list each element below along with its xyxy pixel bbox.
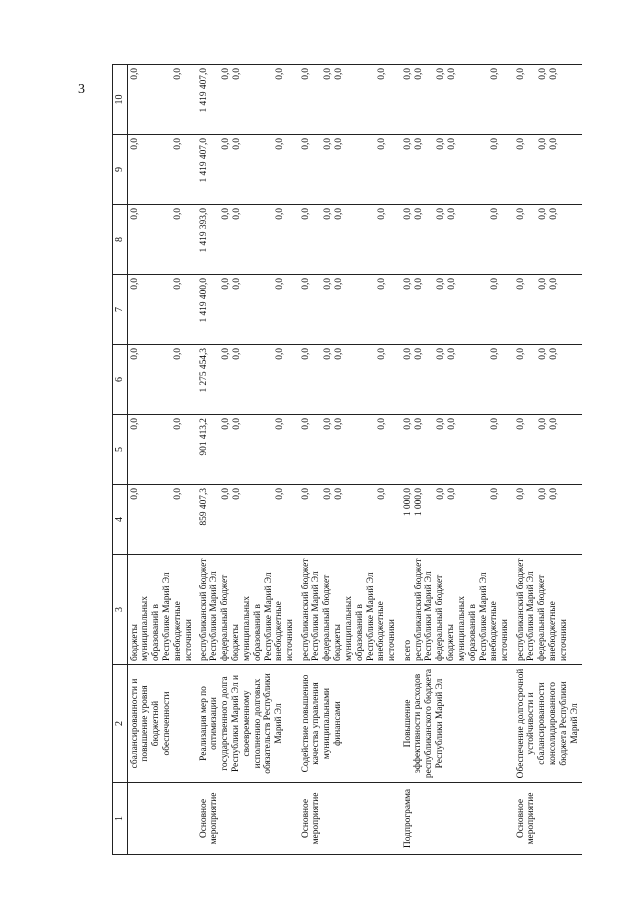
funding-source-cell <box>514 555 583 665</box>
value-amount: 0,0 <box>220 208 231 220</box>
value-amount: 0,0 <box>537 418 548 430</box>
table-row <box>401 65 514 855</box>
value-amount: 0,0 <box>300 208 311 220</box>
value-amount: 0,0 <box>548 138 559 150</box>
value-amount: 0,0 <box>489 208 500 220</box>
value-amount: 0,0 <box>220 278 231 290</box>
value-amount: 0,0 <box>300 138 311 150</box>
value-amount: 0,0 <box>537 138 548 150</box>
value-amount: 0,0 <box>274 138 285 150</box>
row-title-cell: Реализация мер по оптимизации государственного долга Республики Марий Эл и своевременному исполнению долговых обязательств Республики Марий Эл <box>197 665 299 783</box>
value-amount: 0,0 <box>231 418 242 430</box>
funding-source-label: всего <box>402 639 413 661</box>
value-amount: 0,0 <box>333 68 344 80</box>
value-amount: 0,0 <box>300 278 311 290</box>
value-amount: 0,0 <box>333 278 344 290</box>
value-cell <box>514 275 583 345</box>
header-cell: 1 <box>113 783 128 855</box>
funding-source-label: внебюджетные источники <box>548 601 569 661</box>
value-amount: 0,0 <box>446 68 457 80</box>
value-amount: 0,0 <box>435 138 446 150</box>
value-cell <box>401 135 514 205</box>
value-cell <box>401 275 514 345</box>
value-amount: 0,0 <box>548 208 559 220</box>
value-amount: 0,0 <box>129 418 140 430</box>
value-cell <box>401 485 514 555</box>
value-cell <box>299 65 401 135</box>
value-amount: 0,0 <box>376 208 387 220</box>
value-amount: 0,0 <box>489 138 500 150</box>
value-amount: 0,0 <box>274 488 285 500</box>
value-amount: 0,0 <box>515 68 526 80</box>
value-amount: 0,0 <box>129 68 140 80</box>
table-row <box>299 65 401 855</box>
value-amount: 0,0 <box>274 68 285 80</box>
value-amount: 0,0 <box>231 138 242 150</box>
value-amount: 0,0 <box>515 418 526 430</box>
header-cell: 8 <box>113 205 128 275</box>
funding-source-label: бюджеты муниципальных образований в Республике Марий Эл <box>129 572 172 661</box>
funding-source-cell <box>299 555 401 665</box>
funding-source-label: федеральный бюджет <box>220 574 231 661</box>
value-amount: 0,0 <box>129 138 140 150</box>
value-cell <box>299 415 401 485</box>
row-title-cell: сбалансированности и повышение уровня бюджетной обеспеченности <box>127 665 197 783</box>
value-amount: 0,0 <box>413 278 424 290</box>
value-amount: 0,0 <box>489 488 500 500</box>
header-cell: 3 <box>113 555 128 665</box>
value-amount: 0,0 <box>435 348 446 360</box>
value-amount: 0,0 <box>129 208 140 220</box>
funding-source-label: внебюджетные источники <box>489 601 511 661</box>
value-amount: 0,0 <box>220 68 231 80</box>
value-cell <box>197 415 299 485</box>
value-amount: 0,0 <box>231 278 242 290</box>
value-amount: 0,0 <box>515 138 526 150</box>
table-row <box>197 65 299 855</box>
header-cell: 5 <box>113 415 128 485</box>
value-cell <box>401 205 514 275</box>
funding-source-label: внебюджетные источники <box>172 601 194 661</box>
value-amount: 0,0 <box>548 418 559 430</box>
header-cell: 4 <box>113 485 128 555</box>
value-amount: 0,0 <box>402 418 413 430</box>
value-amount: 0,0 <box>489 418 500 430</box>
row-title-cell: Обеспечение долгосрочной устойчивости и сбалансированности консолидированного бюджета Республики Марий Эл <box>514 665 583 783</box>
value-amount: 0,0 <box>376 138 387 150</box>
value-cell <box>197 65 299 135</box>
page-number: 3 <box>78 82 85 97</box>
header-cell: 6 <box>113 345 128 415</box>
header-cell: 10 <box>113 65 128 135</box>
funding-source-label: федеральный бюджет <box>537 574 548 661</box>
header-cell: 9 <box>113 135 128 205</box>
value-amount: 0,0 <box>435 68 446 80</box>
row-type-cell <box>127 783 197 855</box>
funding-source-cell <box>401 555 514 665</box>
value-amount: 859 407,3 <box>198 488 209 526</box>
value-amount: 0,0 <box>446 278 457 290</box>
value-amount: 0,0 <box>548 348 559 360</box>
value-amount: 0,0 <box>515 488 526 500</box>
value-amount: 0,0 <box>446 418 457 430</box>
value-amount: 0,0 <box>274 348 285 360</box>
header-cell: 7 <box>113 275 128 345</box>
rotated-table-container <box>112 65 640 855</box>
value-amount: 0,0 <box>413 418 424 430</box>
value-amount: 0,0 <box>446 138 457 150</box>
value-amount: 0,0 <box>300 418 311 430</box>
value-amount: 0,0 <box>489 68 500 80</box>
value-amount: 0,0 <box>172 208 183 220</box>
value-cell <box>127 135 197 205</box>
value-cell <box>299 485 401 555</box>
value-amount: 0,0 <box>376 418 387 430</box>
value-amount: 1 275 454,3 <box>198 348 209 393</box>
funding-source-label: республиканский бюджет Республики Марий Эл <box>300 558 322 661</box>
value-cell <box>197 275 299 345</box>
row-type-cell: Основное мероприятие <box>514 783 583 855</box>
value-amount: 0,0 <box>172 138 183 150</box>
value-amount: 0,0 <box>413 138 424 150</box>
value-cell <box>514 65 583 135</box>
value-cell <box>127 485 197 555</box>
value-amount: 0,0 <box>537 278 548 290</box>
value-amount: 0,0 <box>322 138 333 150</box>
funding-source-label: бюджеты муниципальных образований в Республике Марий Эл <box>333 572 376 661</box>
value-amount: 0,0 <box>322 418 333 430</box>
value-cell <box>127 345 197 415</box>
value-cell <box>127 205 197 275</box>
value-amount: 1 000,0 <box>413 488 424 517</box>
value-amount: 0,0 <box>413 348 424 360</box>
header-cell: 2 <box>113 665 128 783</box>
value-amount: 0,0 <box>435 418 446 430</box>
value-amount: 0,0 <box>220 348 231 360</box>
value-amount: 0,0 <box>413 208 424 220</box>
header-row <box>113 65 128 855</box>
value-amount: 0,0 <box>548 68 559 80</box>
value-amount: 0,0 <box>322 278 333 290</box>
value-amount: 0,0 <box>129 278 140 290</box>
table-row <box>127 65 197 855</box>
value-amount: 0,0 <box>274 208 285 220</box>
funding-source-label: республиканский бюджет Республики Марий Эл <box>198 558 220 661</box>
value-amount: 0,0 <box>322 348 333 360</box>
value-amount: 0,0 <box>274 418 285 430</box>
value-amount: 0,0 <box>333 488 344 500</box>
table-row <box>514 65 583 855</box>
value-cell <box>514 205 583 275</box>
value-amount: 0,0 <box>333 418 344 430</box>
value-amount: 0,0 <box>402 68 413 80</box>
value-amount: 0,0 <box>402 208 413 220</box>
value-amount: 0,0 <box>274 278 285 290</box>
value-cell <box>127 275 197 345</box>
value-amount: 0,0 <box>446 488 457 500</box>
value-amount: 0,0 <box>537 488 548 500</box>
row-type-cell: Основное мероприятие <box>197 783 299 855</box>
value-amount: 0,0 <box>231 208 242 220</box>
value-amount: 0,0 <box>376 278 387 290</box>
value-amount: 0,0 <box>548 488 559 500</box>
value-cell <box>514 485 583 555</box>
value-cell <box>514 415 583 485</box>
value-amount: 0,0 <box>435 488 446 500</box>
value-amount: 0,0 <box>172 278 183 290</box>
funding-source-label: федеральный бюджет <box>322 574 333 661</box>
funding-source-label: федеральный бюджет <box>435 574 446 661</box>
value-amount: 1 419 407,0 <box>198 68 209 113</box>
value-amount: 0,0 <box>548 278 559 290</box>
value-cell <box>401 415 514 485</box>
value-amount: 0,0 <box>172 488 183 500</box>
row-type-cell: Основное мероприятие <box>299 783 401 855</box>
value-cell <box>197 205 299 275</box>
value-amount: 0,0 <box>333 138 344 150</box>
value-amount: 0,0 <box>220 418 231 430</box>
funding-source-label: республиканский бюджет Республики Марий Эл <box>515 558 537 661</box>
value-amount: 0,0 <box>376 488 387 500</box>
value-cell <box>514 345 583 415</box>
value-amount: 1 419 400,0 <box>198 278 209 323</box>
value-amount: 0,0 <box>231 488 242 500</box>
value-amount: 0,0 <box>402 348 413 360</box>
value-amount: 0,0 <box>231 348 242 360</box>
funding-source-label: внебюджетные источники <box>274 601 296 661</box>
value-amount: 0,0 <box>172 418 183 430</box>
value-cell <box>299 275 401 345</box>
table-body <box>127 65 582 855</box>
value-amount: 1 419 407,0 <box>198 138 209 183</box>
value-amount: 0,0 <box>413 68 424 80</box>
value-amount: 1 000,0 <box>402 488 413 517</box>
value-cell <box>197 345 299 415</box>
funding-source-cell <box>127 555 197 665</box>
value-amount: 0,0 <box>446 208 457 220</box>
value-amount: 0,0 <box>333 208 344 220</box>
value-amount: 0,0 <box>435 278 446 290</box>
value-cell <box>197 135 299 205</box>
value-amount: 0,0 <box>515 208 526 220</box>
value-amount: 0,0 <box>489 278 500 290</box>
value-amount: 0,0 <box>537 348 548 360</box>
funding-source-label: бюджеты муниципальных образований в Республике Марий Эл <box>446 572 489 661</box>
value-amount: 0,0 <box>537 208 548 220</box>
value-amount: 0,0 <box>300 488 311 500</box>
value-amount: 0,0 <box>220 488 231 500</box>
value-amount: 0,0 <box>376 68 387 80</box>
value-cell <box>127 415 197 485</box>
value-amount: 0,0 <box>322 208 333 220</box>
value-cell <box>299 205 401 275</box>
row-title-cell: Повышение эффективности расходов республиканского бюджета Республики Марий Эл <box>401 665 514 783</box>
value-amount: 0,0 <box>129 348 140 360</box>
value-amount: 0,0 <box>300 68 311 80</box>
value-amount: 0,0 <box>129 488 140 500</box>
value-amount: 0,0 <box>322 488 333 500</box>
value-amount: 0,0 <box>231 68 242 80</box>
value-cell <box>401 65 514 135</box>
value-amount: 0,0 <box>435 208 446 220</box>
value-cell <box>514 135 583 205</box>
value-amount: 0,0 <box>515 278 526 290</box>
value-amount: 0,0 <box>172 68 183 80</box>
value-amount: 0,0 <box>300 348 311 360</box>
funding-source-cell <box>197 555 299 665</box>
row-title-cell: Содействие повышению качества управления муниципальными финансами <box>299 665 401 783</box>
funding-source-label: внебюджетные источники <box>376 601 398 661</box>
value-cell <box>197 485 299 555</box>
value-cell <box>299 345 401 415</box>
value-amount: 0,0 <box>322 68 333 80</box>
value-cell <box>401 345 514 415</box>
value-amount: 0,0 <box>446 348 457 360</box>
value-amount: 0,0 <box>402 278 413 290</box>
value-amount: 0,0 <box>537 68 548 80</box>
value-amount: 0,0 <box>220 138 231 150</box>
value-cell <box>127 65 197 135</box>
budget-table <box>112 64 582 855</box>
value-amount: 0,0 <box>489 348 500 360</box>
value-amount: 0,0 <box>402 138 413 150</box>
value-amount: 0,0 <box>376 348 387 360</box>
row-type-cell: Подпрограмма <box>401 783 514 855</box>
value-amount: 0,0 <box>515 348 526 360</box>
value-amount: 901 413,2 <box>198 418 209 456</box>
value-amount: 1 419 393,0 <box>198 208 209 253</box>
funding-source-label: бюджеты муниципальных образований в Республике Марий Эл <box>231 572 274 661</box>
value-cell <box>299 135 401 205</box>
value-amount: 0,0 <box>333 348 344 360</box>
value-amount: 0,0 <box>172 348 183 360</box>
funding-source-label: республиканский бюджет Республики Марий Эл <box>413 558 435 661</box>
